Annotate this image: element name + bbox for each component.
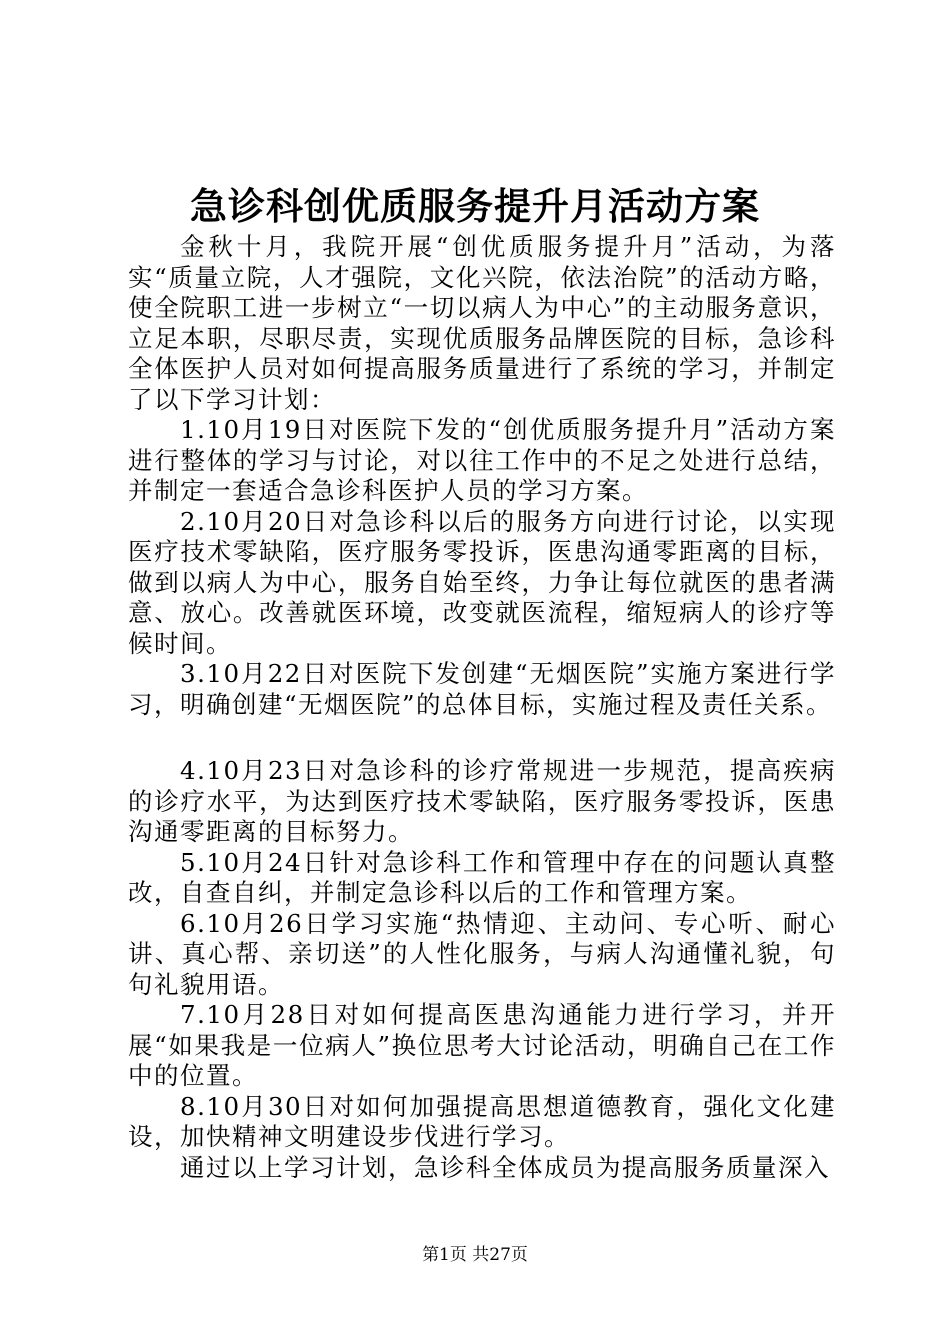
plan-item-1: 1.10月19日对医院下发的“创优质服务提升月”活动方案进行整体的学习与讨论，对以往工作中的不足之处进行总结，并制定一套适合急诊科医护人员的学习方案。 <box>128 415 836 505</box>
page-number: 第1页 共27页 <box>422 1245 528 1265</box>
plan-item-3: 3.10月22日对医院下发创建“无烟医院”实施方案进行学习，明确创建“无烟医院”的总体目标，实施过程及责任关系。 <box>128 659 836 719</box>
plan-item-5: 5.10月24日针对急诊科工作和管理中存在的问题认真整改，自查自纠，并制定急诊科以后的工作和管理方案。 <box>128 847 836 907</box>
plan-item-8: 8.10月30日对如何加强提高思想道德教育，强化文化建设，加快精神文明建设步伐进行学习。 <box>128 1091 836 1151</box>
plan-item-4: 4.10月23日对急诊科的诊疗常规进一步规范，提高疾病的诊疗水平，为达到医疗技术零缺陷，医疗服务零投诉，医患沟通零距离的目标努力。 <box>128 756 836 846</box>
plan-item-2: 2.10月20日对急诊科以后的服务方向进行讨论，以实现医疗技术零缺陷，医疗服务零投诉，医患沟通零距离的目标，做到以病人为中心，服务自始至终，力争让每位就医的患者满意、放心。改善就医环境，改变就医流程，缩短病人的诊疗等候时间。 <box>128 506 836 658</box>
intro-paragraph: 金秋十月，我院开展“创优质服务提升月”活动，为落实“质量立院，人才强院，文化兴院，依法治院”的活动方略，使全院职工进一步树立“一切以病人为中心”的主动服务意识，立足本职，尽职尽责，实现优质服务品牌医院的目标，急诊科全体医护人员对如何提高服务质量进行了系统的学习，并制定了以下学习计划： <box>128 232 836 414</box>
plan-item-6: 6.10月26日学习实施“热情迎、主动问、专心听、耐心讲、真心帮、亲切送”的人性化服务，与病人沟通懂礼貌，句句礼貌用语。 <box>128 908 836 999</box>
document-title: 急诊科创优质服务提升月活动方案 <box>190 184 760 228</box>
closing-paragraph: 通过以上学习计划，急诊科全体成员为提高服务质量深入 <box>180 1152 830 1182</box>
plan-item-7: 7.10月28日对如何提高医患沟通能力进行学习，并开展“如果我是一位病人”换位思考大讨论活动，明确自己在工作中的位置。 <box>128 1000 836 1090</box>
document-body <box>128 232 836 1183</box>
